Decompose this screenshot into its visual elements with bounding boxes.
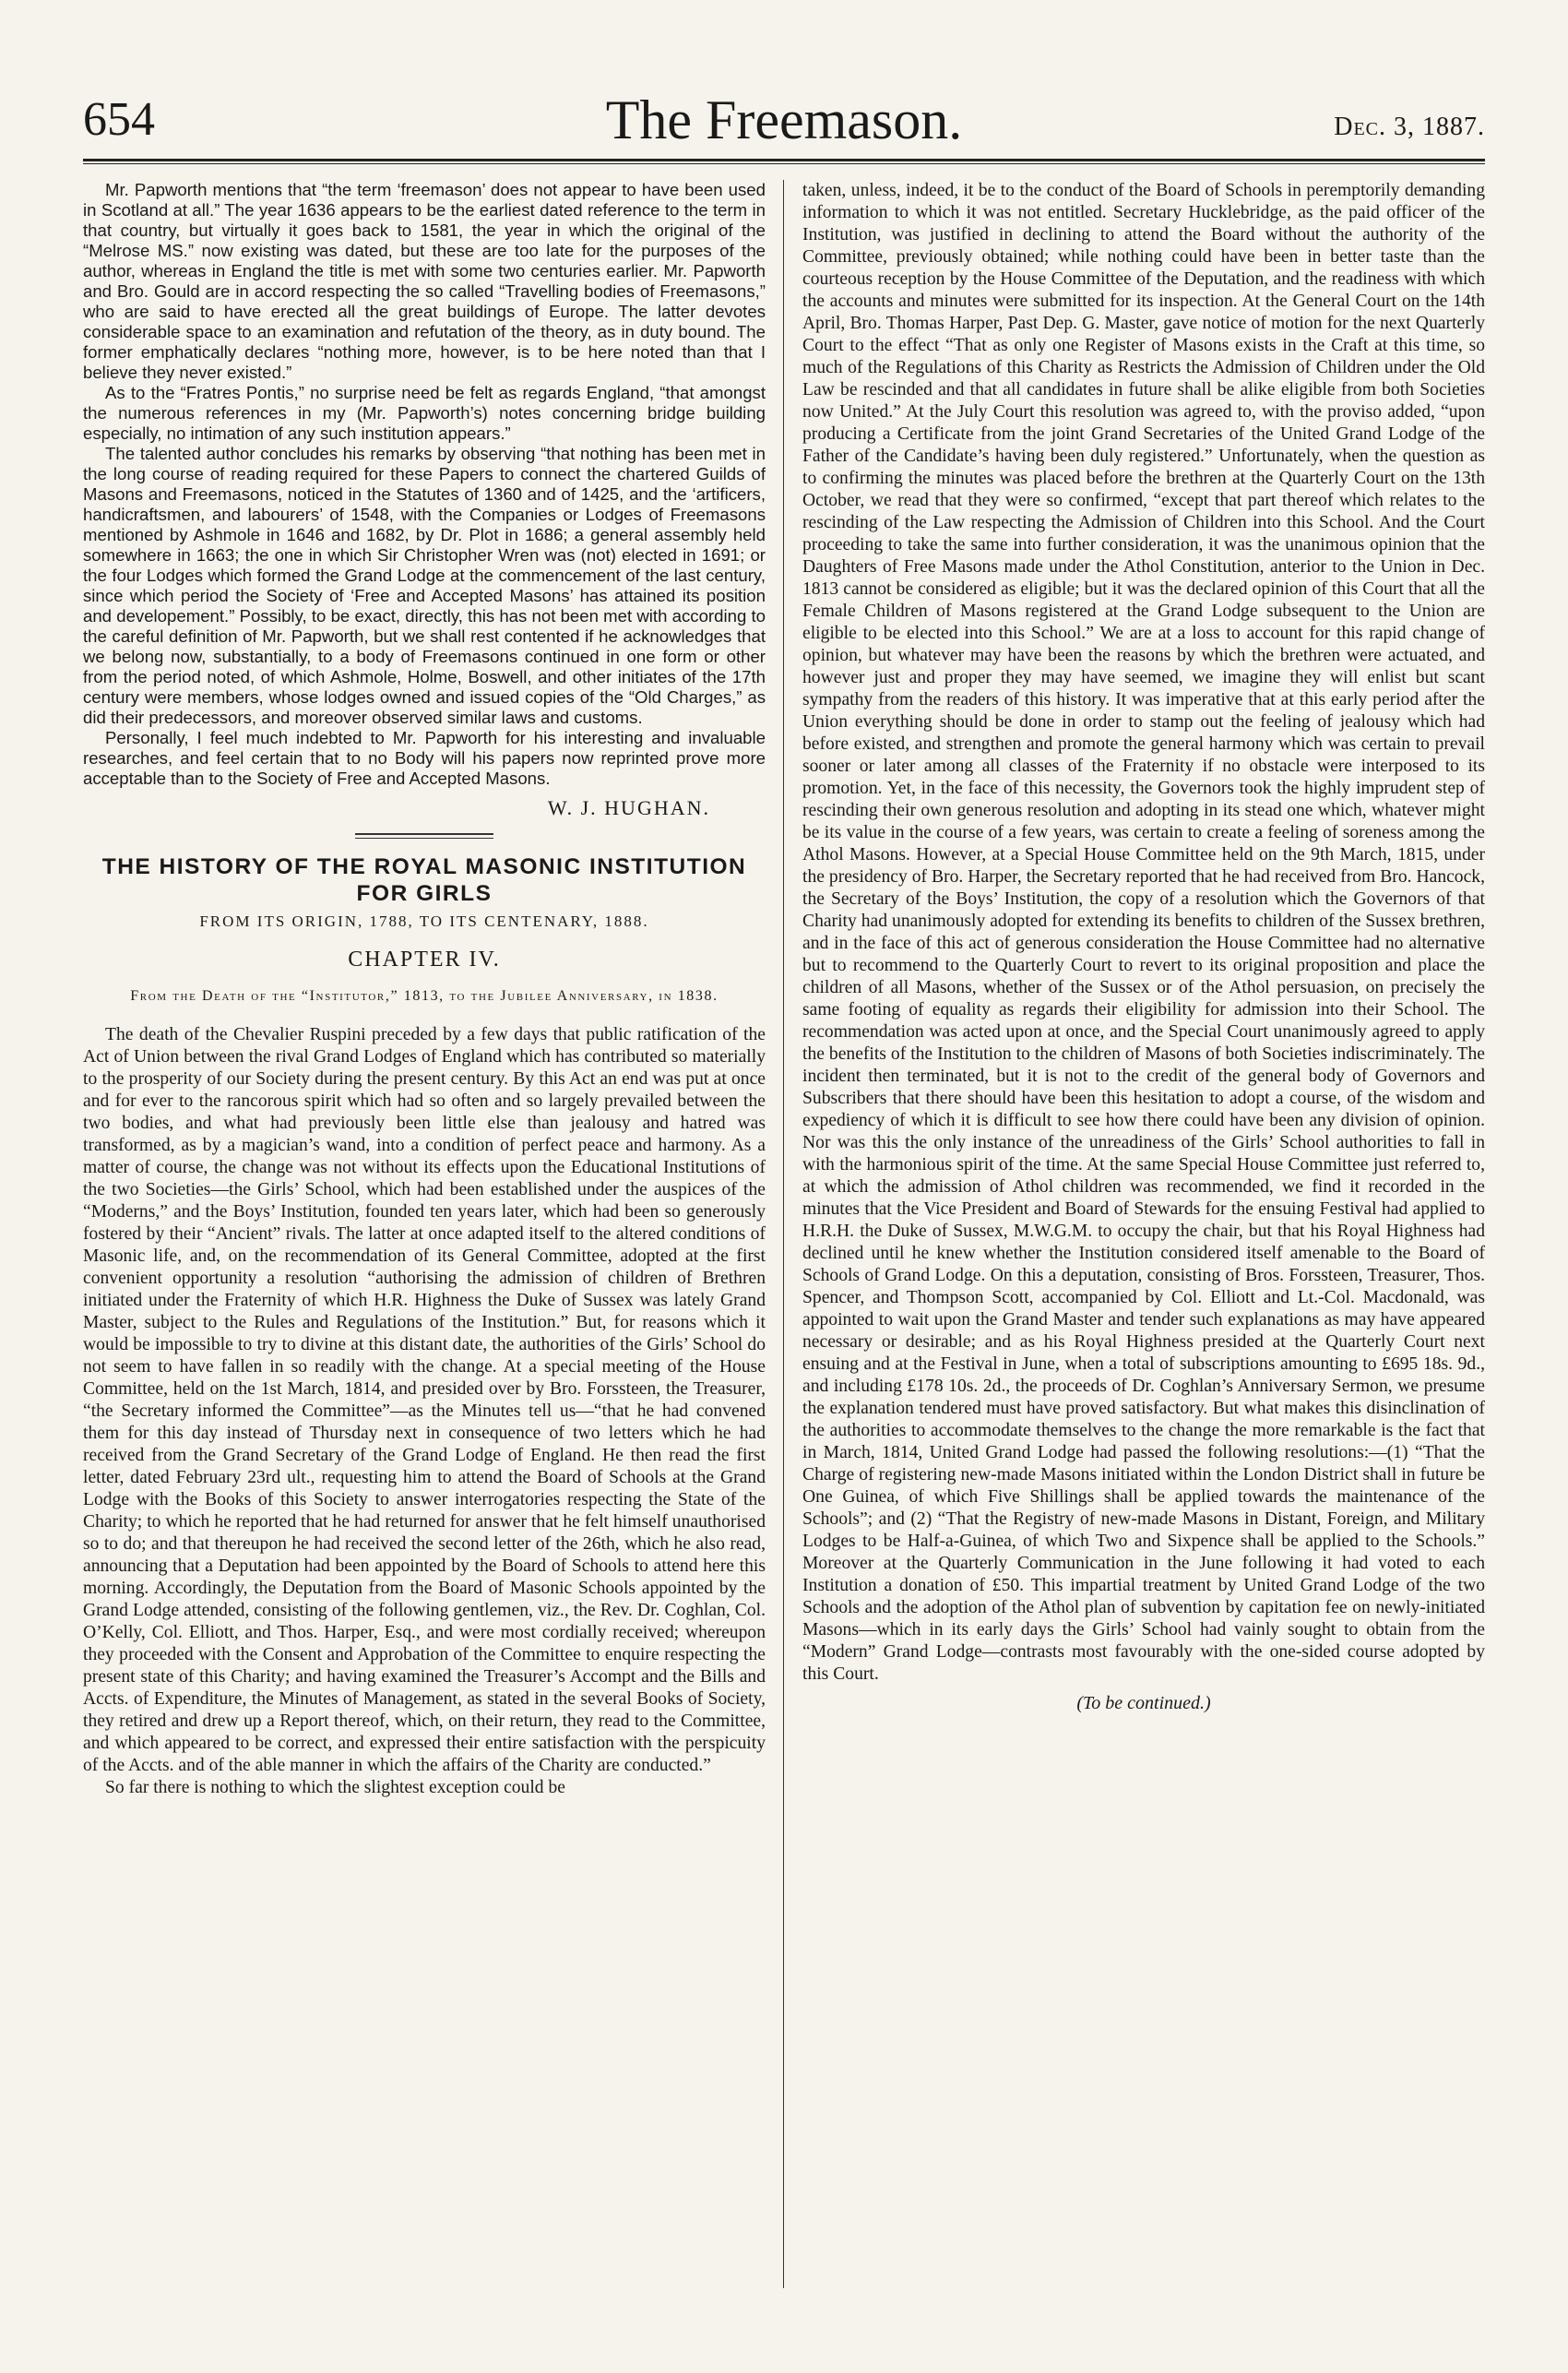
history-paragraph: taken, unless, indeed, it be to the conduct of the Board of Schools in peremptorily demanding information to which it was not entitled. Secretary Hucklebridge, as the paid officer of the Institution, was justified in declining to attend the Board without the authority of the Committee, previously obtained; while nothing could have been in better taste than the courteous reception by the House Committee of the Deputation, and the readiness with which the accounts and minutes were submitted for its inspection. At the General Court on the 14th April, Bro. Thomas Harper, Past Dep. G. Master, gave notice of motion for the next Quarterly Court to the effect “That as only one Register of Masons exists in the Craft at this time, so much of the Regulations of this Charity as Restricts the Admission of Children under the Old Law be rescinded and that all candidates in future shall be alike eligible from both Societies now United.” At the July Court this resolution was agreed to, with the proviso added, “upon producing a Certificate from the joint Grand Secretaries of the United Grand Lodge of the Father of the Candidate’s having been duly registered.” Unfortunately, when the question as to confirming the minutes was placed before the brethren at the Quarterly Court on the 13th October, we read that they were so confirmed, “except that part thereof which relates to the rescinding of the Law respecting the Admission of Children into this School. And the Court proceeding to take the same into further consideration, it was the unanimous opinion that the Daughters of Free Masons made under the Athol Constitution, anterior to the Union in Dec. 1813 cannot be considered as eligible; but it was the declared opinion of this Court that all the Female Children of Masons registered at the Grand Lodge subsequent to the Union are eligible to be elected into this School.” We are at a loss to account for this rapid change of opinion, but whatever may have been the reasons by which the brethren were actuated, and however just and proper they may have seemed, we imagine they will enlist but scant sympathy from the readers of this history. It was imperative that at this early period after the Union everything should be done in order to stamp out the feeling of jealousy which had before existed, and strengthen and promote the general harmony which was certain to prevail sooner or later among all classes of the Fraternity if no obstacle were interposed to its promotion. Yet, in the face of this necessity, the Governors took the highly imprudent step of rescinding their own generous resolution and adopting in its stead one which, whatever might be its value in the course of a few years, was certain to create a feeling of soreness among the Athol Masons. However, at a Special House Committee held on the 9th March, 1815, under the presidency of Bro. Harper, the Secretary reported that he had received from Bro. Hancock, the Secretary of the Boys’ Institution, the copy of a resolution which the Governors of that Charity had unanimously adopted for extending its benefits to children of the Sussex brethren, and in the face of this act of generous consideration the House Committee had no alternative but to recommend to the Quarterly Court to revert to its original proposition and place the children of all Masons, whether of the Sussex or of the Athol persuasion, on precisely the same footing of equality as regards their eligibility for admission into their School. The recommendation was acted upon at once, and the Special Court unanimously agreed to apply the benefits of the Institution to the children of Masons of both Societies indiscriminately. The incident then terminated, but it is not to the credit of the general body of Governors and Subscribers that there should have been this hesitation to adopt a course, of the wisdom and expediency of which it is difficult to see how there could have been any division of opinion. Nor was this the only instance of the unreadiness of the Girls’ School authorities to fall in with the harmonious spirit of the time. At the same Special House Committee just referred to, at which the admission of Athol children was recommended, we find it recorded in the minutes that the Vice President and Board of Stewards for the ensuing Festival had applied to H.R.H. the Duke of Sussex, M.W.G.M. to occupy the chair, but that his Royal Highness had declined until he knew whether the Institution considered itself amenable to the Board of Schools of Grand Lodge. On this a deputation, consisting of Bros. Forssteen, Treasurer, Thos. Spencer, and Thompson Scott, accompanied by Col. Elliott and Lt.-Col. Macdonald, was appointed to wait upon the Grand Master and tender such explanations as may have appeared necessary or desirable; and as his Royal Highness presided at the Quarterly Court next ensuing and at the Festival in June, when a total of subscriptions amounting to £695 18s. 9d., and including £178 10s. 2d., the proceeds of Dr. Coghlan’s Anniversary Sermon, we presume the explanation tendered must have proved satisfactory. But what makes this disinclination of the authorities to accommodate themselves to the change the more remarkable is the fact that in March, 1814, United Grand Lodge had passed the following resolutions:—(1) “That the Charge of registering new-made Masons initiated within the London District shall in future be One Guinea, of which Five Shillings shall be applied towards the maintenance of the Schools”; and (2) “That the Registry of new-made Masons in Distant, Foreign, and Military Lodges to be Half-a-Guinea, of which Two and Sixpence shall be applied to the Schools.” Moreover at the Quarterly Communication in the June following it had voted to each Institution a donation of £50. This impartial treatment by United Grand Lodge of the two Schools and the adoption of the Athol plan of subvention by capitation fee on newly-initiated Masons—which in its early days the Girls’ School had vainly sought to obtain from the “Modern” Grand Lodge—contrasts most favourably with the one-sided course adopted by this Court.	[802, 181, 1485, 1684]
continued-note: (To be continued.)	[1076, 1693, 1211, 1713]
masthead-rule	[83, 159, 1485, 161]
article-title: THE HISTORY OF THE ROYAL MASONIC INSTITUTION FOR GIRLS	[101, 854, 747, 906]
review-paragraph: Personally, I feel much indebted to Mr. Papworth for his interesting and invaluable researches, and feel certain that to no Body will his papers now reprinted prove more acceptable than to the Society of Free and Accepted Masons.	[83, 728, 766, 788]
masthead-rule-thin	[83, 163, 1485, 164]
masthead	[83, 89, 1485, 157]
chapter-heading: CHAPTER IV.	[348, 948, 501, 972]
page-number: 654	[83, 93, 155, 146]
review-paragraph: The talented author concludes his remarks by observing “that nothing has been met in the long course of reading required for these Papers to connect the chartered Guilds of Masons and Freemasons, noticed in the Statutes of 1360 and of 1425, and the ‘artificers, handicraftsmen, and labourers’ of 1548, with the Companies or Lodges of Freemasons mentioned by Ashmole in 1646 and 1682, by Dr. Plot in 1686; a general assembly held somewhere in 1663; the one in which Sir Christopher Wren was (not) elected in 1691; or the four Lodges which formed the Grand Lodge at the commencement of the last century, since which period the Society of ‘Free and Accepted Masons’ has attained its position and developement.” Possibly, to be exact, directly, this has not been met with according to the careful definition of Mr. Papworth, but we shall rest contented if he acknowledges that we belong now, substantially, to a body of Freemasons continued in one form or other from the period noted, of which Ashmole, Holme, Boswell, and other initiates of the 17th century were members, whose lodges owned and issued copies of the “Old Charges,” as did their predecessors, and moreover observed similar laws and customs.	[83, 444, 766, 727]
chapter-period: From the Death of the “Institutor,” 1813, to the Jubilee Anniversary, in 1838.	[130, 988, 719, 1004]
history-paragraph: The death of the Chevalier Ruspini preceded by a few days that public ratification of the Act of Union between the rival Grand Lodges of England which has contributed so materially to the prosperity of our Society during the present century. By this Act an end was put at once and for ever to the rancorous spirit which had so often and so largely prevailed between the two bodies, and what had previously been little else than jealousy and hatred was transformed, as by a magician’s wand, into a condition of perfect peace and harmony. As a matter of course, the change was not without its effects upon the Educational Institutions of the two Societies—the Girls’ School, which had been established under the auspices of the “Moderns,” and the Boys’ Institution, founded ten years later, which had been so generously fostered by their “Ancient” rivals. The latter at once adapted itself to the altered conditions of Masonic life, and, on the recommendation of its General Committee, adopted at the first convenient opportunity a resolution “authorising the admission of children of Brethren initiated under the Fraternity of which H.R. Highness the Duke of Sussex was lately Grand Master, subject to the Rules and Regulations of the Institution.” But, for reasons which it would be impossible to try to divine at this distant date, the authorities of the Girls’ School do not seem to have fallen in so readily with the change. At a special meeting of the House Committee, held on the 1st March, 1814, and presided over by Bro. Forssteen, the Treasurer, “the Secretary informed the Committee”—as the Minutes tell us—“that he had convened them for this day instead of Thursday next in consequence of two letters which he had received from the Grand Secretary of the Grand Lodge of England. He then read the first letter, dated February 23rd ult., requesting him to attend the Board of Schools at the Grand Lodge with the Books of this Society to answer interrogatories respecting the State of the Charity; to which he reported that he had returned for answer that he felt himself unauthorised so to do; and that thereupon he had received the second letter of the 26th, which he also read, announcing that a Deputation had been appointed by the Board of Schools to attend here this morning. Accordingly, the Deputation from the Board of Masonic Schools appointed by the Grand Lodge attended, consisting of the following gentlemen, viz., the Rev. Dr. Coghlan, Col. O’Kelly, Col. Elliott, and Thos. Harper, Esq., and were most cordially received; whereupon they proceeded with the Consent and Approbation of the Committee to enquire respecting the present state of this Charity; and having examined the Treasurer’s Accompt and the Bills and Accts. of Expenditure, the Minutes of Management, as stated in the several Books of Society, they retired and drew up a Report thereof, which, on their return, they read to the Committee, and which appeared to be correct, and expressed their entire satisfaction with the perspicuity of the Accts. and of the able manner in which the affairs of the Charity are conducted.”	[83, 1025, 766, 1775]
column-divider	[783, 180, 784, 2288]
right-column	[802, 180, 1485, 2343]
article-subtitle: FROM ITS ORIGIN, 1788, TO ITS CENTENARY, 1888.	[199, 912, 649, 930]
section-rule-thin	[355, 838, 493, 839]
review-paragraph: As to the “Fratres Pontis,” no surprise need be felt as regards England, “that amongst the numerous references in my (Mr. Papworth’s) notes concerning bridge building especially, no intimation of any such institution appears.”	[83, 383, 766, 443]
left-column	[83, 180, 766, 2343]
author-signature: W. J. HUGHAN.	[547, 796, 710, 819]
review-paragraph: Mr. Papworth mentions that “the term ‘freemason’ does not appear to have been used in Scotland at all.” The year 1636 appears to be the earliest dated reference to the term in that country, but virtually it goes back to 1581, the year in which the original of the “Melrose MS.” now existing was dated, but these are too late for the purposes of the author, whereas in England the title is met with some two centuries earlier. Mr. Papworth and Bro. Gould are in accord respecting the so called “Travelling bodies of Freemasons,” who are said to have erected all the great buildings of Europe. The latter devotes considerable space to an examination and refutation of the theory, as in duty bound. The former emphatically declares “nothing more, however, is to be here noted than that I believe they never existed.”	[83, 180, 766, 382]
newspaper-title: The Freemason.	[605, 89, 963, 150]
columns	[83, 180, 1485, 2343]
issue-date: Dec. 3, 1887.	[1334, 113, 1485, 141]
section-rule	[355, 833, 493, 835]
newspaper-page	[83, 89, 1485, 2343]
history-paragraph: So far there is nothing to which the slightest exception could be	[105, 1778, 565, 1797]
